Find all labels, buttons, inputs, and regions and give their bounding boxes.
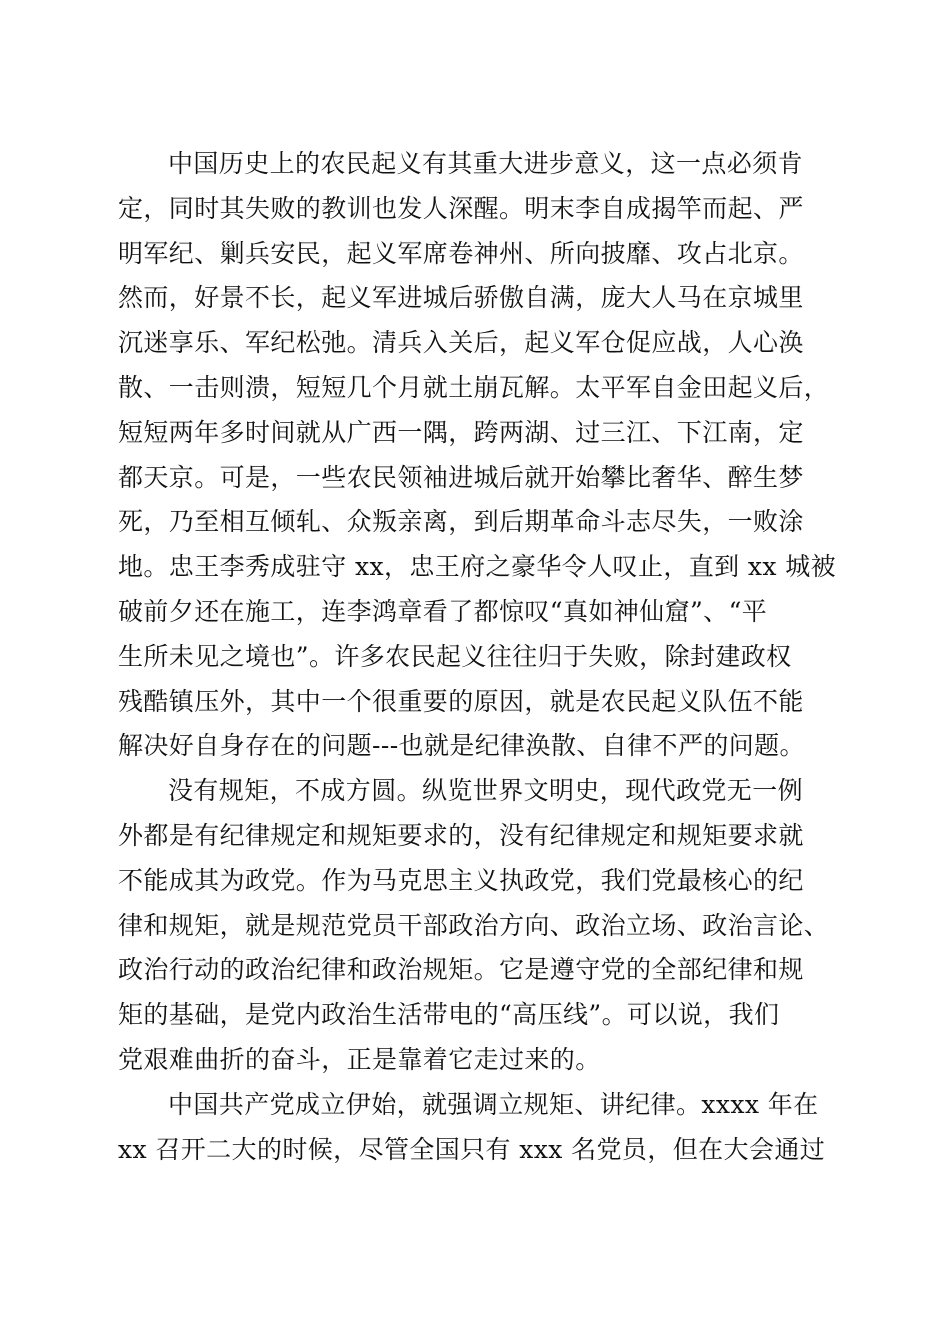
document-body [118,142,837,1172]
text-line: 中国共产党成立伊始，就强调立规矩、讲纪律。xxxx 年在 [168,1089,819,1119]
text-line: 中国历史上的农民起义有其重大进步意义，这一点必须肯 [168,149,804,178]
text-line: 短短两年多时间就从广西一隅，跨两湖、过三江、下江南，定 [118,417,804,447]
text-line: 律和规矩，就是规范党员干部政治方向、政治立场、政治言论、 [118,910,830,940]
text-line: 解决好自身存在的问题---也就是纪律涣散、自律不严的问题。 [118,731,805,761]
text-line: 不能成其为政党。作为马克思主义执政党，我们党最核心的纪 [118,865,804,895]
text-line: 沉迷享乐、军纪松弛。清兵入关后，起义军仓促应战，人心涣 [118,328,804,358]
text-line: 都天京。可是，一些农民领袖进城后就开始攀比奢华、醉生梦 [118,462,804,492]
text-line: 没有规矩，不成方圆。纵览世界文明史，现代政党无一例 [168,776,804,806]
text-line: 矩的基础，是党内政治生活带电的“高压线”。可以说，我们 [118,1000,780,1030]
text-line: 残酷镇压外，其中一个很重要的原因，就是农民起义队伍不能 [118,686,804,716]
text-line: 明军纪、剿兵安民，起义军席卷神州、所向披靡、攻占北京。 [118,238,804,268]
text-line: 定，同时其失败的教训也发人深醒。明末李自成揭竿而起、严 [118,193,804,223]
text-line: 然而，好景不长，起义军进城后骄傲自满，庞大人马在京城里 [118,283,804,313]
text-line: 死，乃至相互倾轧、众叛亲离，到后期革命斗志尽失，一败涂 [118,507,804,537]
text-line: 政治行动的政治纪律和政治规矩。它是遵守党的全部纪律和规 [118,955,804,985]
text-line: 散、一击则溃，短短几个月就土崩瓦解。太平军自金田起义后， [118,372,830,402]
text-line: 外都是有纪律规定和规矩要求的，没有纪律规定和规矩要求就 [118,820,804,850]
text-line: 生所未见之境也”。许多农民起义往往归于失败，除封建政权 [118,641,792,671]
text-line: xx 召开二大的时候，尽管全国只有 xxx 名党员，但在大会通过 [118,1134,826,1164]
text-line: 地。忠王李秀成驻守 xx，忠王府之豪华令人叹止，直到 xx 城被 [118,552,837,582]
paragraph-1 [118,142,837,769]
paragraph-2 [118,769,828,1083]
paragraph-3 [118,1083,828,1173]
text-line: 党艰难曲折的奋斗，正是靠着它走过来的。 [118,1044,601,1074]
text-line: 破前夕还在施工，连李鸿章看了都惊叹“真如神仙窟”、“平 [118,596,768,626]
